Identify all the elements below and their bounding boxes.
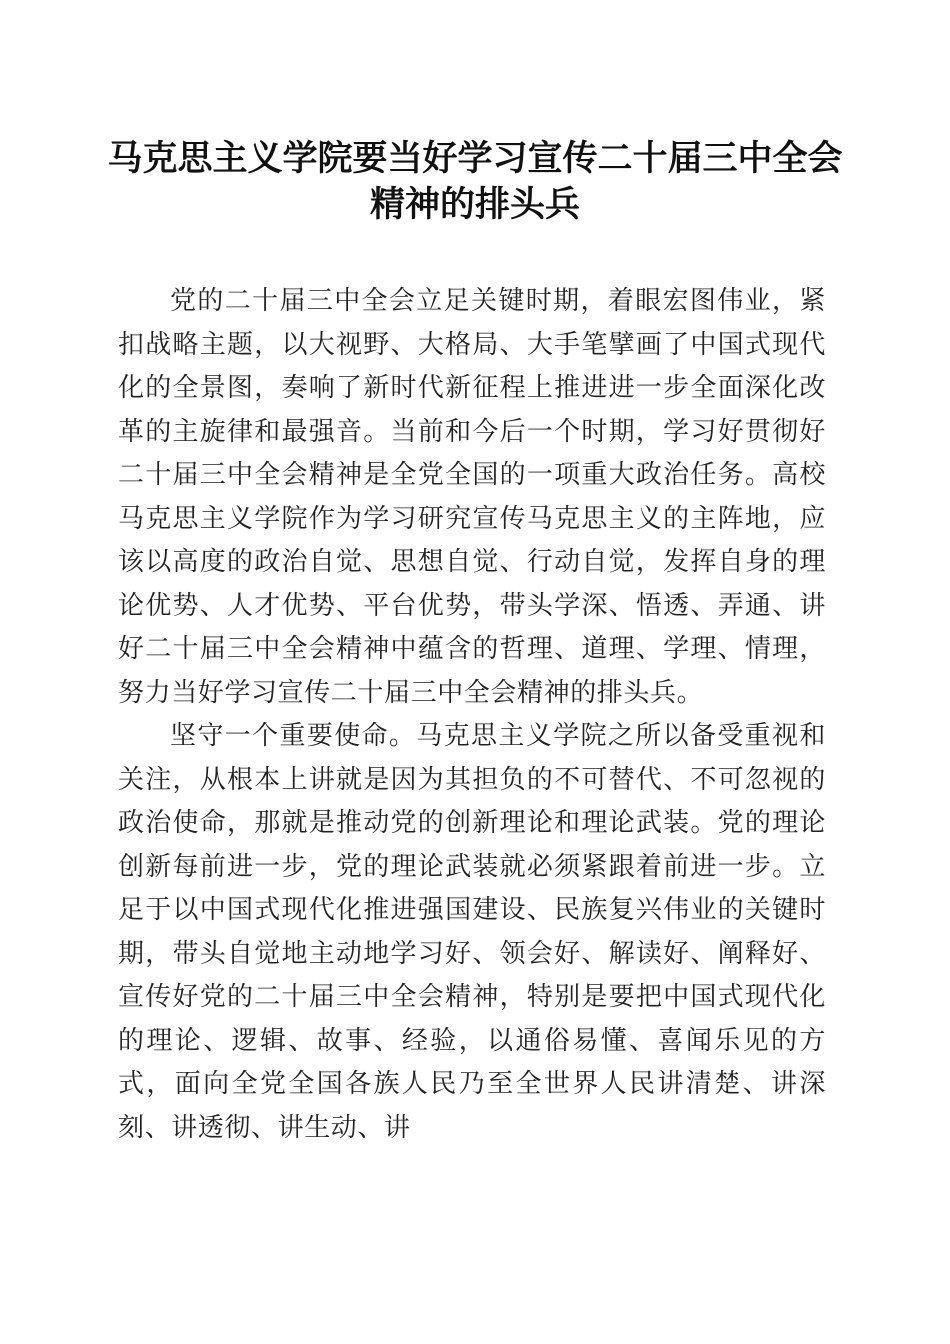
document-body: [118, 280, 826, 1150]
document-title: 马克思主义学院要当好学习宣传二十届三中全会精神的排头兵: [107, 138, 843, 225]
paragraph-intro: 党的二十届三中全会立足关键时期，着眼宏图伟业，紧扣战略主题，以大视野、大格局、大手笔擘画了中国式现代化的全景图，奏响了新时代新征程上推进进一步全面深化改革的主旋律和最强音。当前和今后一个时期，学习好贯彻好二十届三中全会精神是全党全国的一项重大政治任务。高校马克思主义学院作为学习研究宣传马克思主义的主阵地，应该以高度的政治自觉、思想自觉、行动自觉，发挥自身的理论优势、人才优势、平台优势，带头学深、悟透、弄通、讲好二十届三中全会精神中蕴含的哲理、道理、学理、情理，努力当好学习宣传二十届三中全会精神的排头兵。: [118, 286, 826, 708]
paragraph-mission: 坚守一个重要使命。马克思主义学院之所以备受重视和关注，从根本上讲就是因为其担负的不可替代、不可忽视的政治使命，那就是推动党的创新理论和理论武装。党的理论创新每前进一步，党的理论武装就必须紧跟着前进一步。立足于以中国式现代化推进强国建设、民族复兴伟业的关键时期，带头自觉地主动地学习好、领会好、解读好、阐释好、宣传好党的二十届三中全会精神，特别是要把中国式现代化的理论、逻辑、故事、经验，以通俗易懂、喜闻乐见的方式，面向全党全国各族人民乃至全世界人民讲清楚、讲深刻、讲透彻、讲生动、讲: [118, 721, 826, 1143]
